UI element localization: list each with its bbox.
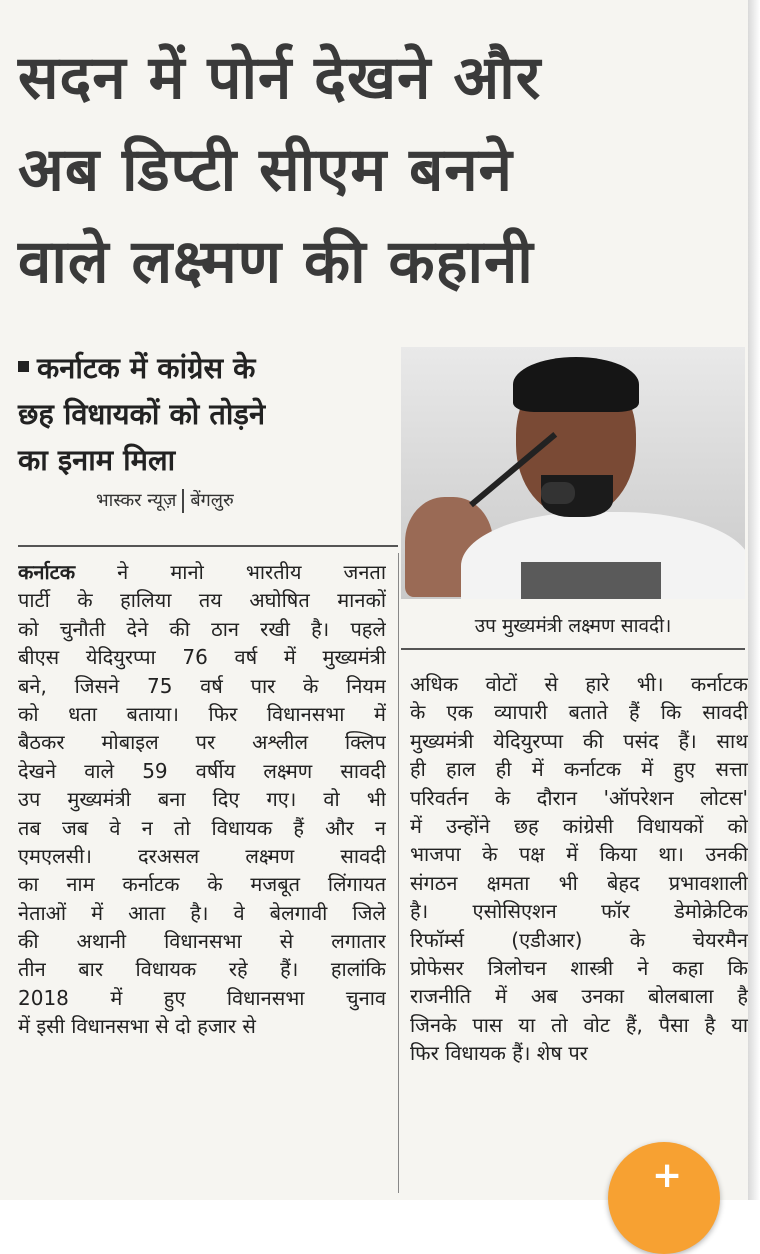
byline-city: बेंगलुरु bbox=[190, 490, 234, 511]
microphone-icon bbox=[541, 482, 575, 504]
subheadline-line: का इनाम मिला bbox=[18, 443, 176, 477]
article-line: रिफॉर्म्स (एडीआर) के चेयरमैन bbox=[410, 927, 748, 952]
article-line: पार्टी के हालिया तय अघोषित मानकों bbox=[18, 588, 386, 613]
caption-divider bbox=[401, 648, 745, 650]
column-divider bbox=[398, 553, 399, 1193]
article-line: की अथानी विधानसभा से लगातार bbox=[18, 929, 386, 954]
article-line: अधिक वोटों से हारे भी। कर्नाटक bbox=[410, 672, 748, 696]
article-line: देखने वाले 59 वर्षीय लक्ष्मण सावदी bbox=[18, 758, 386, 783]
photo-caption: उप मुख्यमंत्री लक्ष्मण सावदी। bbox=[474, 615, 672, 637]
article-line: ही हाल ही में कर्नाटक में हुए सत्ता bbox=[410, 757, 748, 782]
headline-line: अब डिप्टी सीएम बनने bbox=[18, 135, 513, 205]
bullet-icon bbox=[18, 361, 29, 372]
article-line: बने, जिसने 75 वर्ष पार के नियम bbox=[18, 673, 386, 698]
article-continuation: पर bbox=[568, 1041, 588, 1066]
article-line: संगठन क्षमता भी बेहद प्रभावशाली bbox=[410, 870, 748, 895]
article-line: बीएस येदियुरप्पा 76 वर्ष में मुख्यमंत्री bbox=[18, 645, 386, 670]
headline-line: सदन में पोर्न देखने और bbox=[18, 43, 542, 113]
article-line: नेताओं में आता है। वे बेलगावी जिले bbox=[18, 900, 386, 925]
article-line: को चुनौती देने की ठान रखी है। पहले bbox=[18, 616, 386, 641]
headline bbox=[18, 32, 738, 308]
article-line: भाजपा के पक्ष में किया था। उनकी bbox=[410, 842, 748, 867]
article-line: तब जब वे न तो विधायक हैं और न bbox=[18, 815, 386, 840]
article-line: मुख्यमंत्री येदियुरप्पा की पसंद हैं। साथ bbox=[410, 728, 748, 753]
article-line bbox=[410, 1039, 748, 1067]
article-line: को धता बताया। फिर विधानसभा में bbox=[18, 701, 386, 726]
article-line: जिनके पास या तो वोट हैं, पैसा है या bbox=[410, 1012, 748, 1037]
article-line: प्रोफेसर त्रिलोचन शास्त्री ने कहा कि bbox=[410, 955, 748, 980]
article-line: राजनीति में अब उनका बोलबाला है bbox=[410, 984, 748, 1009]
byline-separator bbox=[182, 489, 184, 513]
subheadline-line: छह विधायकों को तोड़ने bbox=[18, 397, 266, 431]
page-edge bbox=[748, 0, 760, 1200]
article-line: बैठकर मोबाइल पर अश्लील क्लिप bbox=[18, 730, 386, 755]
article-line: में इसी विधानसभा से दो हजार से bbox=[18, 1014, 256, 1039]
article-line bbox=[18, 558, 386, 586]
article-column-right bbox=[410, 670, 748, 1067]
article-column-left bbox=[18, 558, 386, 1041]
plus-icon: + bbox=[652, 1155, 683, 1196]
photo-person-hair bbox=[513, 357, 639, 412]
article-line: के एक व्यापारी बताते हैं कि सावदी bbox=[410, 700, 748, 725]
article-line: में उन्होंने छह कांग्रेसी विधायकों को bbox=[410, 813, 748, 838]
article-line: 2018 में हुए विधानसभा चुनाव bbox=[18, 985, 386, 1010]
photo-podium bbox=[521, 562, 661, 599]
article-line: एमएलसी। दरअसल लक्ष्मण सावदी bbox=[18, 843, 386, 868]
byline bbox=[96, 488, 234, 513]
article-line: है। एसोसिएशन फॉर डेमोक्रेटिक bbox=[410, 899, 748, 924]
news-photo bbox=[401, 347, 745, 599]
article-line: परिवर्तन के दौरान 'ऑपरेशन लोटस' bbox=[410, 785, 748, 810]
article-text: ने मानो भारतीय जनता bbox=[117, 560, 386, 584]
floating-action-button[interactable] bbox=[608, 1142, 720, 1254]
subheadline-line bbox=[18, 345, 393, 391]
article-lead-word: कर्नाटक bbox=[18, 560, 76, 584]
divider bbox=[18, 545, 398, 547]
subheadline bbox=[18, 345, 393, 483]
headline-line: वाले लक्ष्मण की कहानी bbox=[18, 227, 534, 297]
subheadline-text: कर्नाटक में कांग्रेस के bbox=[37, 351, 256, 385]
byline-agency: भास्कर न्यूज़ bbox=[96, 490, 177, 511]
article-text: फिर विधायक हैं। शेष bbox=[410, 1041, 562, 1066]
article-line: तीन बार विधायक रहे हैं। हालांकि bbox=[18, 957, 386, 982]
article-line: का नाम कर्नाटक के मजबूत लिंगायत bbox=[18, 872, 386, 897]
article-line: उप मुख्यमंत्री बना दिए गए। वो भी bbox=[18, 787, 386, 812]
